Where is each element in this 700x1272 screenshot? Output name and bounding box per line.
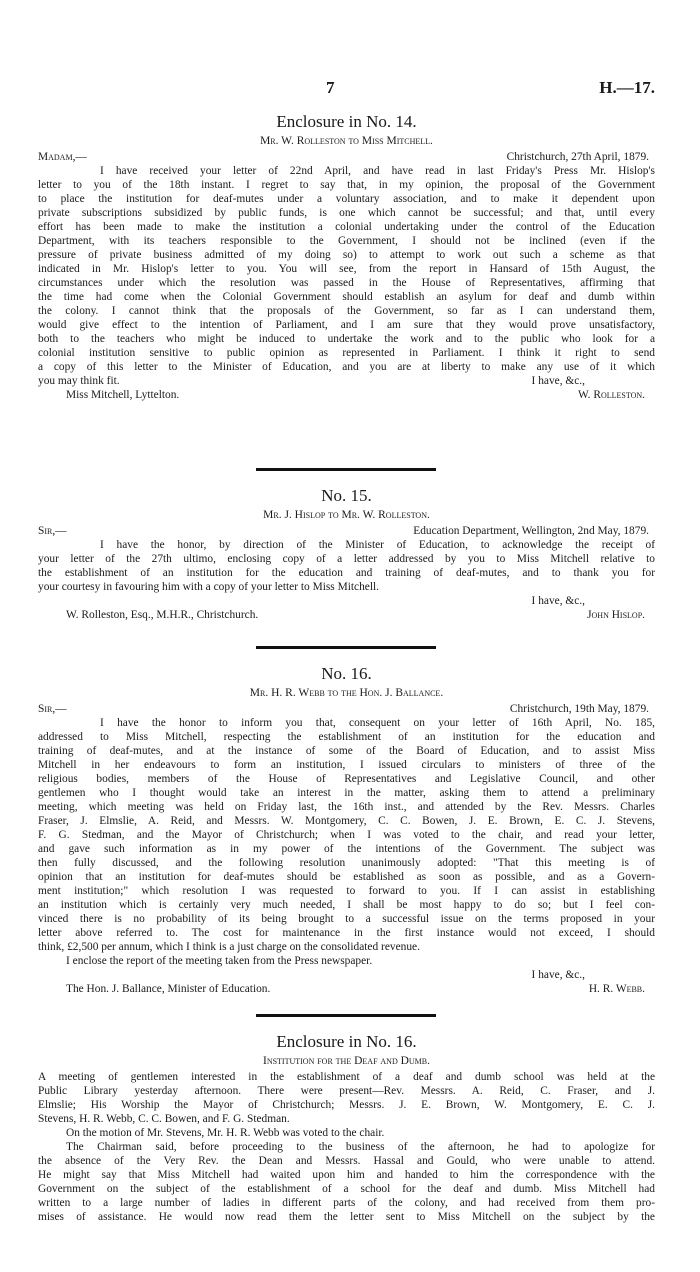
closing: I have, &c., (531, 969, 585, 981)
report-line: A meeting of gentlemen interested in the establishment of a deaf and dumb school was held at the (38, 1071, 655, 1083)
letter-line: both to the teachers who might be induced to undertake the work and to the public who look for a (38, 333, 655, 345)
closing: I have, &c., (531, 595, 585, 607)
letter-line: I have received your letter of 22nd April, and have read in last Friday's Press Mr. Hislop's (100, 165, 655, 177)
section-divider (256, 468, 436, 471)
place-date: Christchurch, 19th May, 1879. (509, 703, 649, 715)
letter-line: your letter of the 27th ultimo, enclosing copy of a letter addressed by you to Miss Mitchell relative to (38, 553, 655, 565)
section-divider (256, 1014, 436, 1017)
section-subtitle: Mr. W. Rolleston to Miss Mitchell. (260, 135, 433, 147)
letter-line: indicated in Mr. Hislop's letter to you. You will see, from the report in Hansard of 15th August, the (38, 263, 655, 275)
report-line: On the motion of Mr. Stevens, Mr. H. R. Webb was voted to the chair. (66, 1127, 385, 1139)
report-line: mises of assistance. He would now read them the letter sent to Miss Mitchell on the subject by the (38, 1211, 655, 1223)
addressee: W. Rolleston, Esq., M.H.R., Christchurch. (66, 609, 259, 621)
closing-row (38, 374, 655, 388)
section-title: No. 15. (321, 486, 372, 505)
enclosure-note: I enclose the report of the meeting taken from the Press newspaper. (66, 955, 373, 967)
letter-line: private subscriptions subsidized by public funds, is one which cannot be successful; and that, until every (38, 207, 655, 219)
letter-line: meeting, which meeting was held on Friday last, the 16th inst., and attended by the Rev. Messrs. Charles (38, 801, 655, 813)
letter-16 (38, 664, 655, 996)
salutation: Madam,— (38, 151, 87, 163)
letter-line: ment institution;" which resolution I was requested to forward to you. If I can assist in establishing (38, 885, 655, 897)
letter-last-line: you may think fit. (38, 375, 120, 387)
place-date: Christchurch, 27th April, 1879. (506, 151, 649, 163)
salutation: Sir,— (38, 703, 67, 715)
letter-line: an institution which is certainly very much needed, I shall be most happy to do so; but I feel con- (38, 899, 655, 911)
signature: John Hislop. (587, 609, 645, 621)
letter-line: effort has been made to make the institution a colonial undertaking under the control of the Education (38, 221, 655, 233)
letter-line: Department, with its teachers responsible to the Government, I should not be inclined (even if the (38, 235, 655, 247)
report-line: Public Library yesterday afternoon. There were present—Rev. Messrs. A. Reid, C. Fraser, and J. (38, 1085, 655, 1097)
letter-line: F. G. Stedman, and the Mayor of Christchurch; when I was voted to the chair, and read your letter, (38, 829, 655, 841)
letter-line: vinced there is no probability of its being brought to a successful issue on the terms proposed in your (38, 913, 655, 925)
letter-line: to place the institution for deaf-mutes under a voluntary association, and to make it dependent upon (38, 193, 655, 205)
letter-line: opinion that an institution for deaf-mutes should be established as soon as possible, and as a Govern- (38, 871, 655, 883)
letter-line: circumstances under which the resolution was passed in the House of Representatives, affirming that (38, 277, 655, 289)
letter-line: Fraser, J. Elmslie, A. Reid, and Messrs. W. Montgomery, C. C. Bowen, J. E. Brown, E. C. J. Stevens, (38, 815, 655, 827)
closing: I have, &c., (531, 375, 585, 387)
report-line: Government on the subject of the establishment of a school for the deaf and dumb. Miss Mitchell had (38, 1183, 655, 1195)
section-subtitle: Mr. H. R. Webb to the Hon. J. Ballance. (249, 687, 444, 699)
enclosure-16 (38, 1032, 655, 1224)
salutation: Sir,— (38, 525, 67, 537)
salutation-row (38, 524, 655, 538)
letter-line: pressure of private business admitted of my doing so) to attempt to work out such a scheme as that (38, 249, 655, 261)
section-divider (256, 646, 436, 649)
salutation-row (38, 150, 655, 164)
letter-line: letter to you of the 18th instant. I regret to say that, in my opinion, the proposal of the Government (38, 179, 655, 191)
page-number: 7 (326, 78, 335, 97)
section-title: Enclosure in No. 16. (276, 1032, 417, 1051)
letter-line: the establishment of an institution for the education and training of deaf-mutes, and to thank you for (38, 567, 655, 579)
letter-line: the time had come when the Colonial Government should establish an asylum for deaf and dumb within (38, 291, 655, 303)
letter-line: I have the honor to inform you that, consequent on your letter of 16th April, No. 185, (100, 717, 655, 729)
report-line: Elmslie; His Worship the Mayor of Christchurch; Messrs. J. E. Brown, W. Montgomery, E. C. J. (38, 1099, 655, 1111)
letter-line: Mitchell in her endeavours to form an institution, I issued circulars to ministers of three of the (38, 759, 655, 771)
signature: H. R. Webb. (588, 983, 645, 995)
letter-line: and gave such information as in my power of the intentions of the Government. The subject was (38, 843, 655, 855)
letter-line: addressed to Miss Mitchell, respecting the establishment of an institution for the education and (38, 731, 655, 743)
addressee: Miss Mitchell, Lyttelton. (66, 389, 180, 401)
letter-line: would give effect to the intention of Parliament, and I am sure that they would prove unsatisfactory, (38, 319, 655, 331)
salutation-row (38, 702, 655, 716)
document-reference: H.—17. (599, 78, 655, 97)
letter-line: gentlemen who I thought would take an interest in the matter, asking them to attend a preliminary (38, 787, 655, 799)
report-line: The Chairman said, before proceeding to the business of the afternoon, he had to apologize for (66, 1141, 655, 1153)
addressee: The Hon. J. Ballance, Minister of Education. (66, 983, 271, 995)
letter-line: training of deaf-mutes, and at the instance of some of the Board of Education, and to assist Miss (38, 745, 655, 757)
enclosure-14 (38, 112, 655, 402)
page-header (38, 78, 655, 98)
letter-last-line: your courtesy in favouring him with a copy of your letter to Miss Mitchell. (38, 581, 380, 593)
letter-line: the colony. I cannot think that the proposals of the Government, so far as I can understand them, (38, 305, 655, 317)
signature-row (38, 982, 655, 996)
section-subtitle: Institution for the Deaf and Dumb. (262, 1055, 431, 1067)
letter-line: religious bodies, members of the House of Representatives and Legislative Council, and other (38, 773, 655, 785)
letter-line: letter above referred to. The cost for maintenance in the first instance would not exceed, I should (38, 927, 655, 939)
letter-line: then fully discussed, and the following resolution unanimously adopted: "That this meeting is of (38, 857, 655, 869)
signature-row (38, 388, 655, 402)
section-subtitle: Mr. J. Hislop to Mr. W. Rolleston. (263, 509, 430, 521)
letter-last-line: think, £2,500 per annum, which I think is a just charge on the consolidated revenue. (38, 941, 420, 953)
letter-line: colonial institution sensitive to public opinion as represented in Parliament. I think it right to send (38, 347, 655, 359)
report-line: the absence of the Very Rev. the Dean and Messrs. Hassal and Gould, who were unable to attend. (38, 1155, 655, 1167)
place-date: Education Department, Wellington, 2nd May, 1879. (413, 525, 649, 537)
signature: W. Rolleston. (577, 389, 645, 401)
report-line: Stevens, H. R. Webb, C. C. Bowen, and F. G. Stedman. (38, 1113, 290, 1125)
report-line: He might say that Miss Mitchell had waited upon him and handed to him the correspondence with the (38, 1169, 655, 1181)
section-title: No. 16. (321, 664, 372, 683)
letter-line: a copy of this letter to the Minister of Education, and you are at liberty to make any use of it which (38, 361, 655, 373)
letter-line: I have the honor, by direction of the Minister of Education, to acknowledge the receipt of (100, 539, 655, 551)
section-title: Enclosure in No. 14. (276, 112, 417, 131)
letter-15 (38, 486, 655, 622)
signature-row (38, 608, 655, 622)
report-line: written to a large number of ladies in different parts of the colony, and had received from them pro- (38, 1197, 655, 1209)
